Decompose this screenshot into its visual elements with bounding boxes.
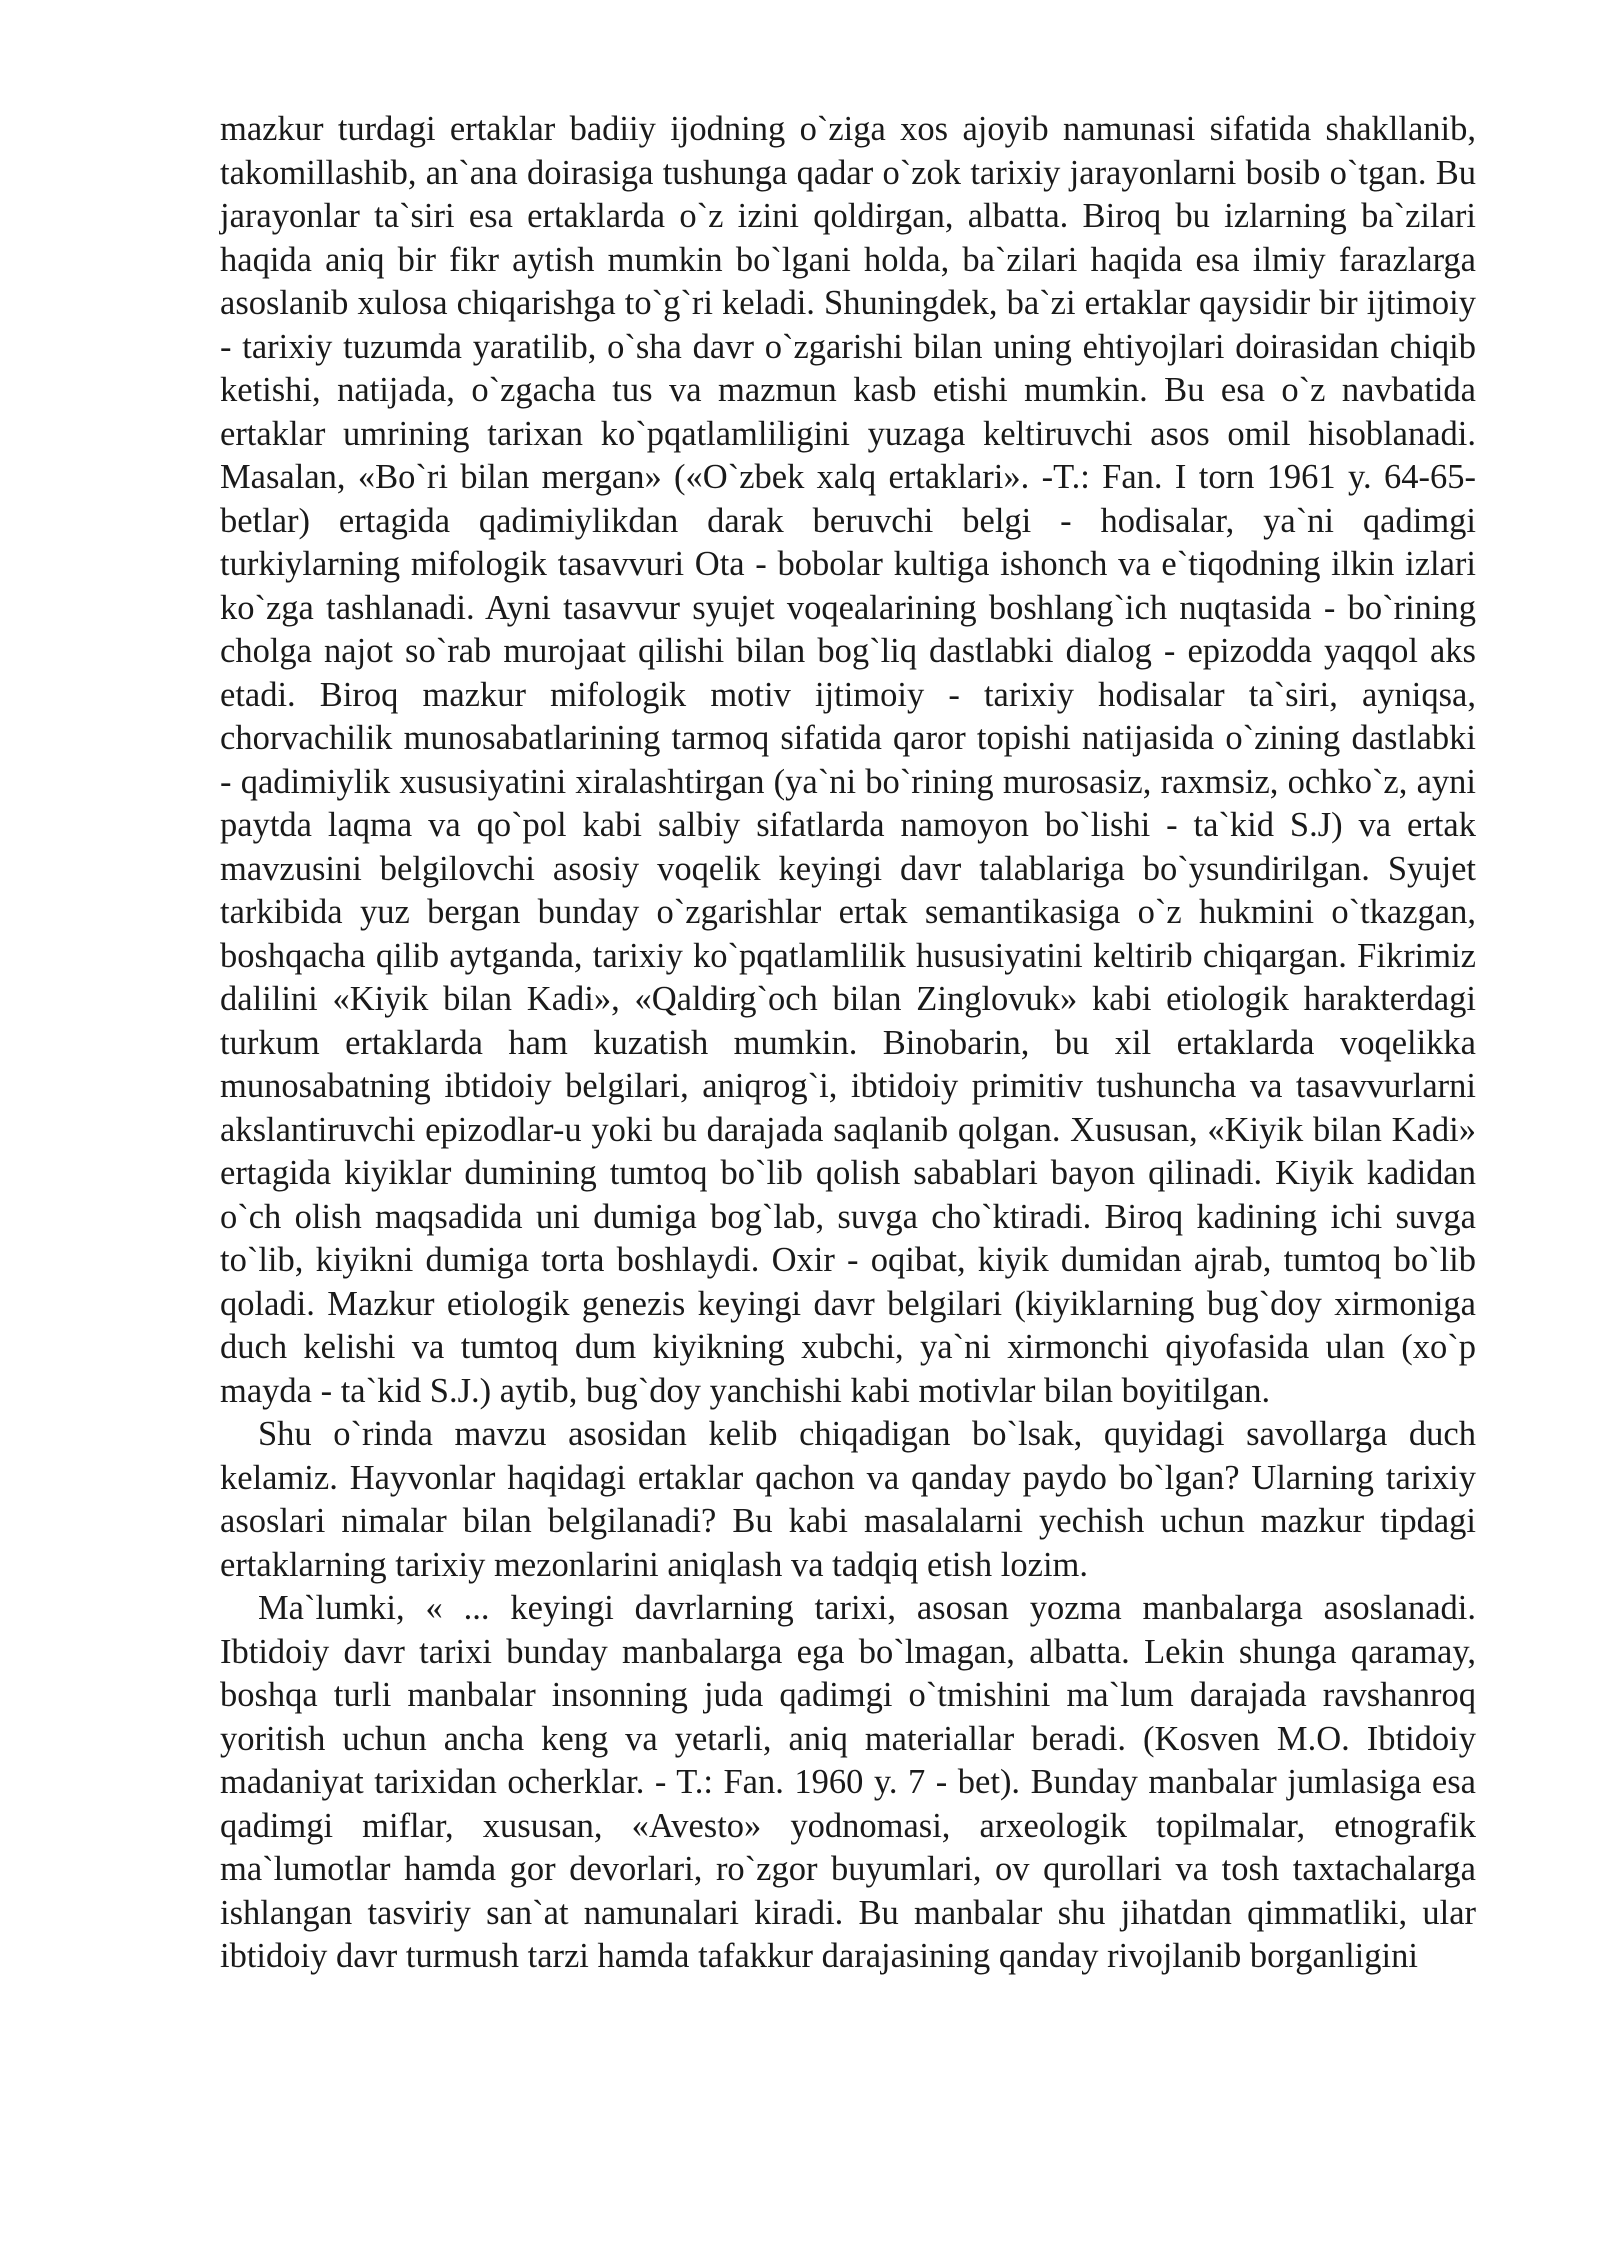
document-page <box>220 108 1476 1979</box>
paragraph-2: Shu o`rinda mavzu asosidan kelib chiqadigan bo`lsak, quyidagi savollarga duch kelamiz. Hayvonlar haqidagi ertaklar qachon va qanday paydo bo`lgan? Ularning tarixiy asoslari nimalar bilan belgilanadi? Bu kabi masalalarni yechish uchun mazkur tipdagi ertaklarning tarixiy mezonlarini aniqlash va tadqiq etish lozim. <box>220 1415 1476 1584</box>
paragraph-3: Ma`lumki, « ... keyingi davrlarning tarixi, asosan yozma manbalarga asoslanadi. Ibtidoiy davr tarixi bunday manbalarga ega bo`lmagan, albatta. Lekin shunga qaramay, boshqa turli manbalar insonning juda qadimgi o`tmishini ma`lum darajada ravshanroq yoritish uchun ancha keng va yetarli, aniq materiallar beradi. (Kosven M.O. Ibtidoiy madaniyat tarixidan ocherklar. - T.: Fan. 1960 y. 7 - bet). Bunday manbalar jumlasiga esa qadimgi miflar, xususan, «Avesto» yodnomasi, arxeologik topilmalar, etnografik ma`lumotlar hamda gor devorlari, ro`zgor buyumlari, ov qurollari va tosh taxtachalarga ishlangan tasviriy san`at namunalari kiradi. Bu manbalar shu jihatdan qimmatliki, ular ibtidoiy davr turmush tarzi hamda tafakkur darajasining qanday rivojlanib borganligini <box>220 1589 1476 1975</box>
paragraph-1: mazkur turdagi ertaklar badiiy ijodning o`ziga xos ajoyib namunasi sifatida shakllanib, takomillashib, an`ana doirasiga tushunga qadar o`zok tarixiy jarayonlarni bosib o`tgan. Bu jarayonlar ta`siri esa ertaklarda o`z izini qoldirgan, albatta. Biroq bu izlarning ba`zilari haqida aniq bir fikr aytish mumkin bo`lgani holda, ba`zilari haqida esa ilmiy farazlarga asoslanib xulosa chiqarishga to`g`ri keladi. Shuningdek, ba`zi ertaklar qaysidir bir ijtimoiy - tarixiy tuzumda yaratilib, o`sha davr o`zgarishi bilan uning ehtiyojlari doirasidan chiqib ketishi, natijada, o`zgacha tus va mazmun kasb etishi mumkin. Bu esa o`z navbatida ertaklar umrining tarixan ko`pqatlamliligini yuzaga keltiruvchi asos omil hisoblanadi. Masalan, «Bo`ri bilan mergan» («O`zbek xalq ertaklari». -T.: Fan. I torn 1961 y. 64-65-betlar) ertagida qadimiylikdan darak beruvchi belgi - hodisalar, ya`ni qadimgi turkiylarning mifologik tasavvuri Ota - bobolar kultiga ishonch va e`tiqodning ilkin izlari ko`zga tashlanadi. Ayni tasavvur syujet voqealarining boshlang`ich nuqtasida - bo`rining cholga najot so`rab murojaat qilishi bilan bog`liq dastlabki dialog - epizodda yaqqol aks etadi. Biroq mazkur mifologik motiv ijtimoiy - tarixiy hodisalar ta`siri, ayniqsa, chorvachilik munosabatlarining tarmoq sifatida qaror topishi natijasida o`zining dastlabki - qadimiylik xususiyatini xiralashtirgan (ya`ni bo`rining murosasiz, raxmsiz, ochko`z, ayni paytda laqma va qo`pol kabi salbiy sifatlarda namoyon bo`lishi - ta`kid S.J) va ertak mavzusini belgilovchi asosiy voqelik keyingi davr talablariga bo`ysundirilgan. Syujet tarkibida yuz bergan bunday o`zgarishlar ertak semantikasiga o`z hukmini o`tkazgan, boshqacha qilib aytganda, tarixiy ko`pqatlamlilik hususiyatini keltirib chiqargan. Fikrimiz dalilini «Kiyik bilan Kadi», «Qaldirg`och bilan Zinglovuk» kabi etiologik harakterdagi turkum ertaklarda ham kuzatish mumkin. Binobarin, bu xil ertaklarda voqelikka munosabatning ibtidoiy belgilari, aniqrog`i, ibtidoiy primitiv tushuncha va tasavvurlarni akslantiruvchi epizodlar-u yoki bu darajada saqlanib qolgan. Xususan, «Kiyik bilan Kadi» ertagida kiyiklar dumining tumtoq bo`lib qolish sabablari bayon qilinadi. Kiyik kadidan o`ch olish maqsadida uni dumiga bog`lab, suvga cho`ktiradi. Biroq kadining ichi suvga to`lib, kiyikni dumiga torta boshlaydi. Oxir - oqibat, kiyik dumidan ajrab, tumtoq bo`lib qoladi. Mazkur etiologik genezis keyingi davr belgilari (kiyiklarning bug`doy xirmoniga duch kelishi va tumtoq dum kiyikning xubchi, ya`ni xirmonchi qiyofasida ulan (xo`p mayda - ta`kid S.J.) aytib, bug`doy yanchishi kabi motivlar bilan boyitilgan. <box>220 110 1476 1410</box>
